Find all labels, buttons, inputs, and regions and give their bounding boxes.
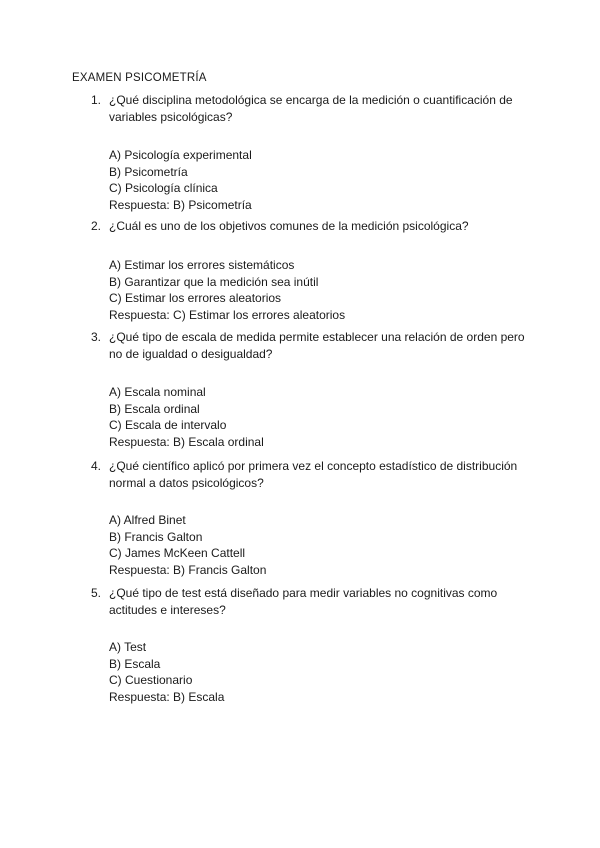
option-a: A) Psicología experimental [109,148,252,162]
options-list [109,639,224,706]
option-b: B) Escala [109,656,161,671]
question-number: 1. [91,93,102,107]
option-b: B) Francis Galton [109,529,203,544]
option-b: B) Escala ordinal [109,401,200,416]
option-c: C) Estimar los errores aleatorios [109,291,282,306]
options-list [109,147,252,214]
answer: Respuesta: B) Escala [109,690,225,705]
question-text: ¿Qué disciplina metodológica se encarga de la medición o cuantificación de variables psicológicas? [109,93,513,124]
option-b: B) Psicometría [109,164,188,179]
answer: Respuesta: B) Escala ordinal [109,435,264,450]
question-text: ¿Qué tipo de escala de medida permite establecer una relación de orden pero no de igualdad o desigualdad? [109,330,525,361]
option-c: C) Cuestionario [109,673,193,688]
option-b: B) Garantizar que la medición sea inútil [109,274,319,289]
option-a: A) Alfred Binet [109,513,186,527]
options-list [109,257,345,324]
option-c: C) Escala de intervalo [109,418,227,433]
answer: Respuesta: B) Psicometría [109,198,252,213]
question-text: ¿Qué científico aplicó por primera vez el concepto estadístico de distribución normal a datos psicológicos? [109,459,518,490]
question-number: 3. [91,330,102,344]
answer: Respuesta: C) Estimar los errores aleatorios [109,308,346,323]
question-number: 5. [91,586,102,600]
answer: Respuesta: B) Francis Galton [109,563,267,578]
option-a: A) Test [109,640,147,654]
question-text: ¿Cuál es uno de los objetivos comunes de la medición psicológica? [109,219,469,233]
document-title: EXAMEN PSICOMETRÍA [72,72,207,84]
option-a: A) Escala nominal [109,385,206,399]
option-c: C) Psicología clínica [109,181,218,196]
option-a: A) Estimar los errores sistemáticos [109,258,295,272]
question-text: ¿Qué tipo de test está diseñado para medir variables no cognitivas como actitudes e intereses? [109,586,498,617]
question-number: 4. [91,459,102,473]
question-number: 2. [91,219,102,233]
options-list [109,512,266,579]
option-c: C) James McKeen Cattell [109,546,246,561]
options-list [109,384,264,451]
